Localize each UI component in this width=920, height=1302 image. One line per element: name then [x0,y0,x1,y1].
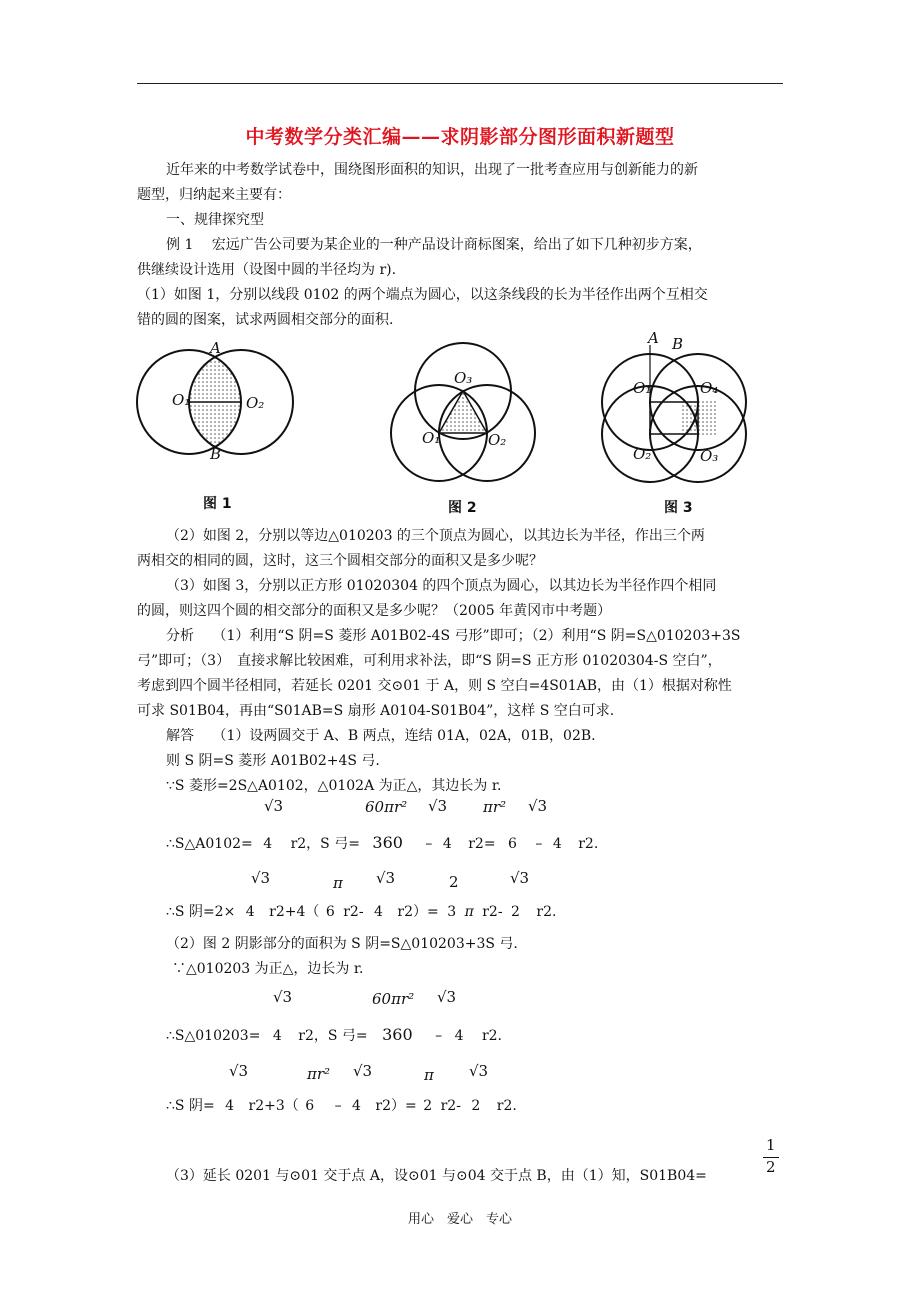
eq4-num-pir2: πr² [307,1065,331,1083]
fig3-label-o1: O₁ [633,379,652,397]
eq4-line [166,1094,786,1119]
eq4-den-4: 4 [225,1098,235,1114]
eq1-num-sqrt3-b: √3 [428,797,448,815]
eq2-pi: π [464,904,474,920]
figures-row [130,325,790,525]
p3-frac-num: 1 [766,1136,776,1154]
eq2-num-2: 2 [449,873,459,891]
eq3-den-360: 360 [382,1025,413,1044]
eq4-e: r2- [440,1098,461,1114]
analysis-line-1: 分析 （1）利用“S 阴=S 菱形 A01B02-4S 弓形”即可；（2）利用“S 阴=S△010203+3S [166,628,741,644]
fig3-label-o4: O₄ [700,379,719,397]
eq4-f: r2. [496,1098,517,1114]
eq4-num-pi: π [424,1066,434,1084]
eq3-b: r2，S 弓= [298,1028,368,1044]
fig3-label-a: A [648,329,659,347]
eq2-a: ∴S 阴=2× [166,904,236,920]
eq2-den-6: 6 [325,904,335,920]
eq1-c: – [425,836,433,852]
page-footer: 用心 爱心 专心 [407,1212,512,1227]
eq4-a: ∴S 阴= [166,1098,215,1114]
eq4-num-sqrt3-b: √3 [353,1062,373,1080]
eq3-den-4b: 4 [454,1028,464,1044]
intro-line-2: 题型，归纳起来主要有： [137,187,291,203]
eq1-den-4: 4 [263,836,273,852]
part2-line-1: （2）图 2 阴影部分的面积为 S 阴=S△010203+3S 弓. [166,936,518,952]
figure-3 [602,345,746,482]
part3-line-1: （3）延长 0201 与⊙01 交于点 A，设⊙01 与⊙04 交于点 B，由（1）知，S01B04= [166,1168,707,1184]
eq1-line [166,830,786,857]
eq4-b: r2+3（ [248,1098,299,1114]
intro-line-1: 近年来的中考数学试卷中，围绕图形面积的知识，出现了一批考查应用与创新能力的新 [166,162,698,178]
eq2-c: r2- [343,904,364,920]
example-line-1: 例 1 宏远广告公司要为某企业的一种产品设计商标图案，给出了如下几种初步方案， [166,237,702,253]
eq4-num-sqrt3-c: √3 [469,1062,489,1080]
q3-line-1: （3）如图 3，分别以正方形 01020304 的四个顶点为圆心，以其边长为半径作四个相同 [166,578,717,594]
eq2-f: r2. [536,904,557,920]
eq2-e: r2- [482,904,503,920]
eq4-den-4b: 4 [352,1098,361,1114]
fig1-label-o2: O₂ [246,394,265,412]
eq1-num-sqrt3-c: √3 [528,797,548,815]
eq1-num-sqrt3: √3 [264,797,284,815]
fig1-label-o1: O₁ [172,391,191,409]
fig2-triangle [439,391,487,433]
fig2-label-o2: O₂ [488,431,507,449]
eq1-den-4b: 4 [442,836,452,852]
eq3-a: ∴S△010203= [166,1028,261,1044]
eq2-num-sqrt3: √3 [251,869,271,887]
header-rule [137,83,783,84]
part2-line-2: ∵△010203 为正△，边长为 r. [172,961,364,977]
eq1-den-4c: 4 [552,836,562,852]
eq1-num-pir2: πr² [483,798,507,816]
eq1-e: – [535,836,543,852]
analysis-line-2: 弓”即可；（3） 直接求解比较困难，可利用求补法，即“S 阴=S 正方形 01020304-S 空白”， [137,653,722,669]
eq2-b: r2+4（ [269,904,320,920]
eq1-den-6: 6 [508,836,517,852]
fig3-label-b: B [672,335,684,353]
answer-line-2: 则 S 阴=S 菱形 A01B02+4S 弓. [166,753,380,769]
eq2-num-sqrt3-b: √3 [376,869,396,887]
eq2-num-pi: π [333,874,343,892]
eq2-den-4b: 4 [374,904,383,920]
page-title: 中考数学分类汇编——求阴影部分图形面积新题型 [245,126,675,148]
q2-line-2: 两相交的相同的圆，这时，这三个圆相交部分的面积又是多少呢？ [137,553,543,569]
fig2-caption: 图 2 [448,500,477,516]
eq2-den-3: 3 [447,904,457,920]
eq3-c: – [435,1028,443,1044]
q3-line-2: 的圆，则这四个圆的相交部分的面积又是多少呢？（2005 年黄冈市中考题） [137,603,612,619]
fig3-shaded-center [682,401,716,435]
eq4-num-sqrt3: √3 [229,1062,249,1080]
eq2-den-2: 2 [511,904,520,920]
eq2-den-4: 4 [245,904,255,920]
answer-line-1: 解答 （1）设两圆交于 A、B 两点，连结 01A，02A，01B，02B. [166,728,596,744]
q1-line-2: 错的圆的图案，试求两圆相交部分的面积. [137,312,394,328]
eq2-num-sqrt3-c: √3 [510,869,530,887]
fig2-label-o3: O₃ [454,369,473,387]
eq1-den-360: 360 [372,833,403,852]
analysis-line-3: 考虑到四个圆半径相同，若延长 0201 交⊙01 于 A，则 S 空白=4S01AB，由（1）根据对称性 [137,678,732,694]
eq2-d: r2）= [397,904,439,920]
eq1-f: r2. [578,836,599,852]
example-line-2: 供继续设计选用（设图中圆的半径均为 r). [137,262,397,278]
eq3-num-sqrt3: √3 [273,988,293,1006]
eq2-line [166,900,786,925]
eq3-d: r2. [481,1028,502,1044]
eq4-den-6: 6 [305,1098,315,1114]
eq3-line [166,1022,786,1049]
section-heading: 一、规律探究型 [166,212,264,228]
fig3-label-o2: O₂ [633,445,652,463]
eq3-num-sqrt3-b: √3 [437,988,457,1006]
eq1-num-60pir2: 60πr² [365,798,408,816]
q1-line-1: （1）如图 1，分别以线段 0102 的两个端点为圆心，以这条线段的长为半径作出两个互相交 [137,287,708,303]
eq1-d: r2= [468,836,496,852]
analysis-line-4: 可求 S01B04，再由“S01AB=S 扇形 A0104-S01B04”，这样 S 空白可求. [137,703,615,719]
eq1-a: ∴S△A0102= [166,836,253,852]
figure-1 [137,350,293,454]
fig1-label-b: B [210,445,222,463]
fig3-label-o3: O₃ [700,447,719,465]
figure-2 [391,343,535,481]
fig1-caption: 图 1 [203,496,232,512]
fig3-caption: 图 3 [664,500,693,516]
eq1-b: r2，S 弓= [290,836,360,852]
fig2-label-o1: O₁ [422,429,441,447]
eq4-den-2: 2 [423,1098,433,1114]
eq3-num-60pir2: 60πr² [372,990,415,1008]
eq4-den-2b: 2 [471,1098,481,1114]
eq3-den-4: 4 [272,1028,282,1044]
p3-frac-den: 2 [766,1158,776,1176]
fig1-label-a: A [210,339,221,357]
answer-line-3: ∵S 菱形=2S△A0102，△0102A 为正△，其边长为 r. [166,778,502,794]
eq4-d: r2）= [375,1098,417,1114]
q2-line-1: （2）如图 2，分别以等边△010203 的三个顶点为圆心，以其边长为半径，作出三个两 [166,528,705,544]
eq4-c: – [334,1098,342,1114]
